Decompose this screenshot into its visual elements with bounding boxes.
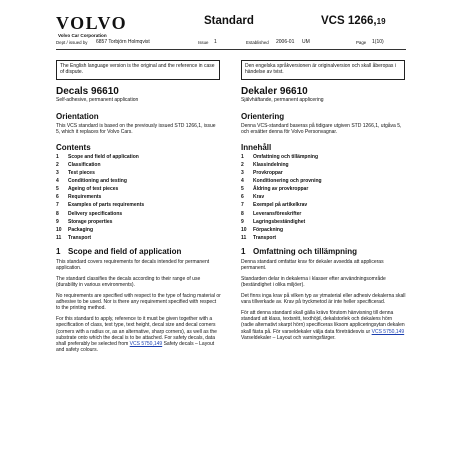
section-1-paragraph: Denna standard omfattar krav för dekaler avsedda att appliceras permanent. [241, 258, 384, 271]
toc-item[interactable]: 10 Förpackning [241, 226, 284, 233]
orientation-text: Denna VCS-standard baseras på tidigare utgiven STD 1266,1, utgåva 5, och ersätter denna för Volvo Personvagnar. [241, 123, 402, 136]
toc-item[interactable]: 3 Test pieces [56, 170, 95, 177]
vcs-version: 19 [376, 17, 386, 26]
orientation-text: This VCS standard is based on the previously issued STD 1266,1, issue 5, which it replaces for Volvo Cars. [56, 123, 216, 136]
issue-label: Issue [198, 40, 209, 45]
toc-item[interactable]: 1 Scope and field of application [56, 154, 139, 161]
toc-item[interactable]: 6 Requirements [56, 194, 102, 201]
vcs-5750-149-link[interactable]: VCS 5750,149 [129, 340, 163, 347]
toc-item[interactable]: 11 Transport [56, 234, 92, 241]
dept-value: 6857 Torbjörn Holmqvist [96, 39, 150, 45]
toc-item[interactable]: 5 Åldring av provkroppar [241, 186, 309, 193]
header-divider [56, 49, 406, 50]
section-1-title: 1 Omfattning och tillämpning [241, 246, 357, 256]
toc-item[interactable]: 8 Delivery specifications [56, 210, 123, 217]
document-title: Dekaler 96610 [241, 86, 308, 97]
toc-item[interactable]: 11 Transport [241, 234, 277, 241]
volvo-logo: VOLVO [56, 13, 128, 33]
document-header [56, 13, 406, 38]
section-1-title: 1 Scope and field of application [56, 246, 182, 256]
vcs-number [321, 15, 386, 27]
document-title: Decals 96610 [56, 86, 119, 97]
toc-item[interactable]: 4 Conditioning and testing [56, 178, 127, 185]
document-subtitle: Självhäftande, permanent applicering [241, 97, 324, 103]
english-column [56, 86, 221, 353]
established-value: 2006-01 [276, 39, 295, 45]
established-label: Established [246, 40, 269, 45]
vcs-code: VCS 1266, [321, 15, 377, 27]
orientation-heading: Orientation [56, 112, 99, 121]
swedish-column [241, 86, 406, 341]
section-1-paragraph: The standard classifies the decals according to their range of use (durability in various environments). [56, 275, 201, 288]
dept-label: Dept / issued by [56, 40, 88, 45]
section-1-paragraph: For this standard to apply, reference to it must be given together with a specification of class, text type, text height, decal size and decal corners (corners with a radius or, as an alternative, sharp corners), as well as the substrate onto which the decal is to be attached. For safety decals, data shall preferably be selected from VCS 5750,149 Safety decals – Layout and safety colours. [56, 316, 217, 353]
section-1-paragraph: No requirements are specified with respect to the type of facing material or adhesive to be used. Nor is there any requirement specified with respect to the printing method. [56, 293, 221, 312]
section-1-paragraph: Det finns inga krav på vilken typ av ytmaterial eller adhesiv dekalerna skall vara tillverkade av. Krav på tryckmetod är inte heller specificerad. [241, 293, 406, 306]
toc-item[interactable]: 1 Omfattning och tillämpning [241, 154, 318, 161]
language-note-sv: Den engelska språkversionen är originalversion och skall åberopas i händelse av tvist. [241, 60, 405, 80]
orientation-heading: Orientering [241, 112, 285, 121]
toc-item[interactable]: 3 Provkroppar [241, 170, 283, 177]
table-of-contents [241, 153, 406, 242]
toc-item[interactable]: 6 Krav [241, 194, 265, 201]
language-note-en: The English language version is the original and the reference in case of dispute. [56, 60, 220, 80]
document-subtitle: Self-adhesive, permanent application [56, 97, 139, 103]
table-of-contents [56, 153, 221, 242]
toc-item[interactable]: 9 Lagringsbeständighet [241, 218, 306, 225]
section-1-paragraph: This standard covers requirements for decals intended for permanent application. [56, 258, 210, 271]
toc-item[interactable]: 5 Ageing of test pieces [56, 186, 119, 193]
contents-heading: Contents [56, 143, 91, 153]
issue-value: 1 [214, 39, 217, 45]
established-by: UM [302, 39, 310, 45]
document-meta [56, 38, 406, 48]
standard-title: Standard [204, 15, 254, 27]
vcs-5750-149-link[interactable]: VCS 5750,149 [371, 328, 405, 335]
toc-item[interactable]: 4 Konditionering och provning [241, 178, 322, 185]
toc-item[interactable]: 8 Leveransföreskrifter [241, 210, 302, 217]
corporation-name: Volvo Car Corporation [58, 33, 107, 38]
toc-item[interactable]: 9 Storage properties [56, 218, 113, 225]
section-1-paragraph: Standarden delar in dekalerna i klasser efter användningsområde (beständighet i olika miljöer). [241, 275, 386, 288]
toc-item[interactable]: 2 Klassindelning [241, 162, 289, 169]
toc-item[interactable]: 7 Exempel på artikelkrav [241, 202, 308, 209]
toc-item[interactable]: 2 Classification [56, 162, 101, 169]
toc-item[interactable]: 10 Packaging [56, 226, 94, 233]
section-1-paragraph: För att denna standard skall gälla krävs förutom hänvisning till denna standard att klass, textsnitt, texthöjd, dekalstorlek och dekalens hörn (radie alternativt skarpt hörn) specificeras liksom appliceringsytan dekalen skall fästa på. För varseldekaler välja data företrädesvis ur VCS 5750,149 Varseldekaler – Layout och varningsfärger. [241, 310, 405, 341]
toc-item[interactable]: 7 Examples of parts requirements [56, 202, 145, 209]
page-label: Page [356, 40, 367, 45]
contents-heading: Innehåll [241, 143, 272, 153]
page-value: 1(10) [372, 39, 384, 45]
